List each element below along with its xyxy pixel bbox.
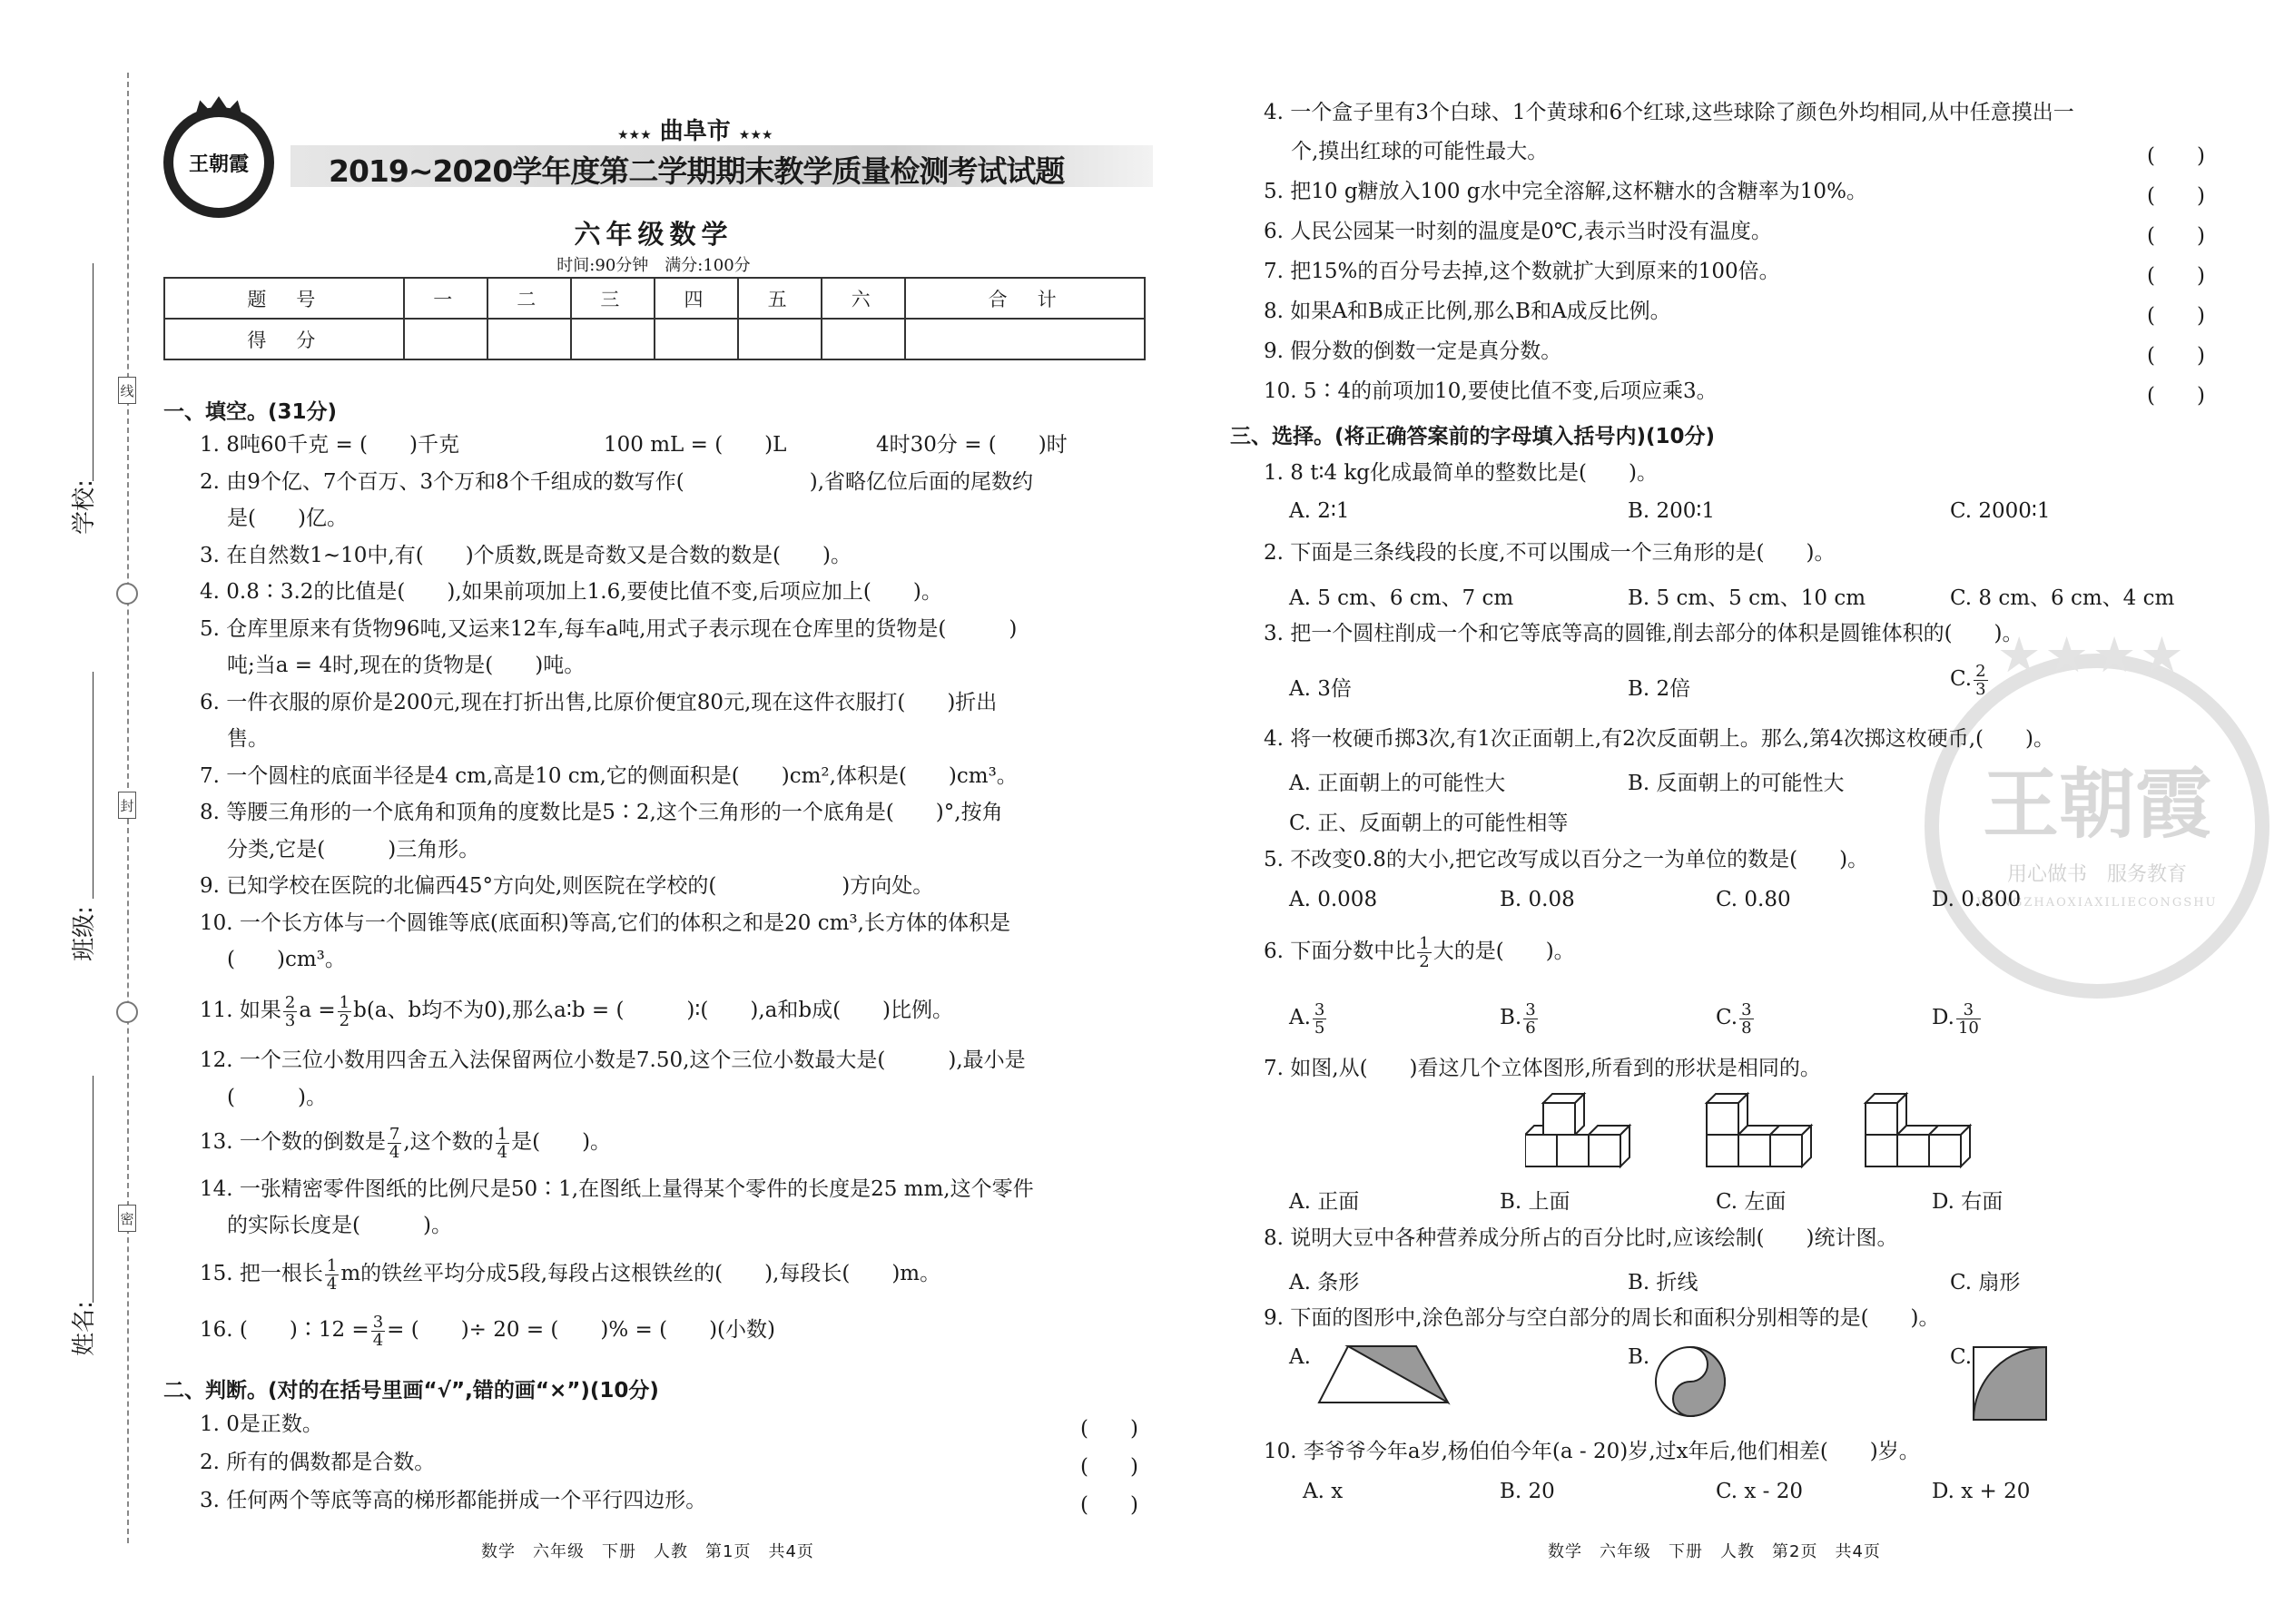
s3-q9: 9. 下面的图形中,涂色部分与空白部分的周长和面积分别相等的是( )。	[1264, 1306, 1940, 1330]
opt-letter: B.	[1500, 1006, 1522, 1029]
answer-paren[interactable]: ( )	[2147, 144, 2205, 168]
q15-post: m的铁丝平均分成5段,每段占这根铁丝的( ),每段长( )m。	[340, 1262, 941, 1285]
section-2-title: 二、判断。(对的在括号里画“√”,错的画“×”)(10分)	[163, 1379, 659, 1403]
fraction	[496, 1126, 509, 1161]
answer-paren[interactable]: ( )	[1080, 1417, 1138, 1441]
s2-q6: 6. 人民公园某一时刻的温度是0℃,表示当时没有温度。	[1264, 220, 1772, 243]
fraction	[1417, 935, 1431, 970]
s1-q5a: 5. 仓库里原来有货物96吨,又运来12车,每车a吨,用式子表示现在仓库里的货物是( )	[200, 617, 1018, 641]
q13-mid: ,这个数的	[403, 1130, 494, 1154]
denominator: 4	[497, 1142, 508, 1162]
q13-post: 是( )。	[511, 1130, 612, 1154]
s3-q1-optC: C. 2000∶1	[1950, 499, 2051, 523]
section-1-title: 一、填空。(31分)	[163, 400, 338, 424]
denominator: 6	[1525, 1018, 1536, 1038]
quarter-circle-figure	[1972, 1345, 2048, 1422]
exam-title: 2019~2020学年度第二学期期末教学质量检测考试试题	[329, 153, 1065, 189]
answer-paren[interactable]: ( )	[1080, 1493, 1138, 1517]
stars-left: ★★★	[617, 128, 652, 143]
denominator: 5	[1314, 1018, 1325, 1038]
q6-pre: 6. 下面分数中比	[1264, 940, 1416, 963]
s3-q9-optA: A.	[1289, 1345, 1311, 1369]
denominator: 2	[1419, 951, 1430, 971]
watermark-seal	[1925, 654, 2269, 999]
cell-1: 一	[404, 278, 487, 319]
numerator: 3	[1525, 999, 1536, 1019]
s3-q10-optB: B. 20	[1500, 1480, 1555, 1503]
s3-q1-optA: A. 2∶1	[1289, 499, 1350, 523]
class-line	[93, 672, 94, 899]
s3-q8-optB: B. 折线	[1628, 1271, 1698, 1294]
footer-right: 数学 六年级 下册 人教 第2页 共4页	[1548, 1542, 1881, 1561]
numerator: 1	[326, 1255, 338, 1275]
s2-q2: 2. 所有的偶数都是合数。	[200, 1451, 436, 1474]
fraction	[1974, 663, 1987, 698]
numerator: 1	[339, 992, 350, 1012]
fraction	[283, 994, 297, 1029]
s3-q7-optB: B. 上面	[1500, 1190, 1570, 1214]
watermark-slogan: 用心做书 服务教育	[2006, 862, 2187, 886]
score-table	[163, 277, 1146, 360]
cube-figure-1	[1525, 1094, 1629, 1166]
yinyang-figure	[1652, 1343, 1728, 1420]
s3-q6-optD	[1932, 997, 1983, 1038]
s1-q14b: 的实际长度是( )。	[227, 1214, 452, 1237]
fraction	[388, 1126, 401, 1161]
s3-q8-optC: C. 扇形	[1950, 1271, 2021, 1294]
q11-mid: a =	[299, 999, 336, 1022]
s3-q4-optB: B. 反面朝上的可能性大	[1628, 772, 1845, 795]
binding-box-xian: 线	[118, 377, 136, 404]
s3-q7-optA: A. 正面	[1289, 1190, 1360, 1214]
numerator: 3	[1741, 999, 1752, 1019]
cell-2: 二	[487, 278, 571, 319]
numerator: 1	[497, 1124, 508, 1144]
class-label: 班级:	[70, 906, 98, 961]
s3-q1-optB: B. 200∶1	[1628, 499, 1716, 523]
s1-q1c: 4时30分 = ( )时	[876, 433, 1068, 457]
denominator: 3	[1975, 679, 1986, 699]
s3-q6-optB	[1500, 997, 1540, 1038]
binding-circle-2	[116, 1001, 138, 1023]
s3-q7: 7. 如图,从( )看这几个立体图形,所看到的形状是相同的。	[1264, 1057, 1821, 1080]
fraction	[1313, 1001, 1326, 1037]
s1-q12b: ( )。	[227, 1086, 327, 1109]
watermark-stars-icon: ★★★★	[1997, 626, 2188, 684]
score-cell[interactable]	[738, 319, 822, 359]
numerator: 3	[1956, 1001, 1981, 1019]
name-line	[93, 1076, 94, 1303]
s2-q7: 7. 把15%的百分号去掉,这个数就扩大到原来的100倍。	[1264, 260, 1780, 283]
s3-q5-optD: D. 0.800	[1932, 888, 2022, 911]
score-header-row	[164, 278, 1145, 319]
q11-pre: 11. 如果	[200, 999, 281, 1022]
s3-q5-optA: A. 0.008	[1289, 888, 1378, 911]
cell-4: 四	[655, 278, 738, 319]
cube-figures	[1525, 1089, 1979, 1189]
score-cell[interactable]	[571, 319, 655, 359]
answer-paren[interactable]: ( )	[2147, 264, 2205, 288]
fraction	[1739, 1001, 1753, 1037]
opt-letter: C.	[1950, 667, 1973, 691]
denominator: 3	[284, 1010, 296, 1030]
s1-q8a: 8. 等腰三角形的一个底角和顶角的度数比是5∶2,这个三角形的一个底角是( )°,按角	[200, 801, 1003, 824]
city-line	[617, 113, 773, 146]
s1-q15	[200, 1253, 940, 1294]
q15-pre: 15. 把一根长	[200, 1262, 323, 1285]
s3-q10-optC: C. x - 20	[1716, 1480, 1804, 1503]
school-line	[93, 263, 94, 481]
s1-q2a: 2. 由9个亿、7个百万、3个万和8个千组成的数写作( ),省略亿位后面的尾数约	[200, 470, 1034, 494]
s1-q14a: 14. 一张精密零件图纸的比例尺是50∶1,在图纸上量得某个零件的长度是25 mm,这个零件	[200, 1177, 1034, 1201]
q13-pre: 13. 一个数的倒数是	[200, 1130, 386, 1154]
s3-q2-optA: A. 5 cm、6 cm、7 cm	[1289, 586, 1514, 610]
section-3-title: 三、选择。(将正确答案前的字母填入括号内)(10分)	[1230, 425, 1716, 448]
time-info: 时间:90分钟 满分:100分	[556, 256, 751, 275]
s3-q2-optC: C. 8 cm、6 cm、4 cm	[1950, 586, 2175, 610]
opt-letter: A.	[1289, 1006, 1311, 1029]
logo-crown-icon	[195, 96, 242, 116]
logo-badge	[163, 107, 274, 218]
s3-q9-optC: C.	[1950, 1345, 1973, 1369]
s1-q13	[200, 1121, 611, 1163]
denominator: 4	[372, 1330, 384, 1350]
s3-q2: 2. 下面是三条线段的长度,不可以围成一个三角形的是( )。	[1264, 541, 1836, 565]
score-row	[164, 319, 1145, 359]
s2-q4a: 4. 一个盒子里有3个白球、1个黄球和6个红球,这些球除了颜色外均相同,从中任意摸出一	[1264, 101, 2074, 124]
s1-q6b: 售。	[227, 727, 269, 751]
numerator: 3	[372, 1312, 384, 1332]
s3-q1: 1. 8 t∶4 kg化成最简单的整数比是( )。	[1264, 461, 1658, 485]
city-name: 曲阜市	[659, 118, 731, 145]
s3-q7-optD: D. 右面	[1932, 1190, 2004, 1214]
answer-paren[interactable]: ( )	[2147, 184, 2205, 208]
cell-total: 合 计	[905, 278, 1145, 319]
s3-q5-optB: B. 0.08	[1500, 888, 1575, 911]
cell-3: 三	[571, 278, 655, 319]
numerator: 3	[1314, 999, 1325, 1019]
logo-inner	[173, 117, 264, 208]
opt-letter: C.	[1716, 1006, 1738, 1029]
s1-q10b: ( )cm³。	[227, 948, 346, 971]
s3-q3-optC	[1950, 658, 1990, 700]
s2-q10: 10. 5∶4的前项加10,要使比值不变,后项应乘3。	[1264, 379, 1718, 403]
s3-q4: 4. 将一枚硬币掷3次,有1次正面朝上,有2次反面朝上。那么,第4次掷这枚硬币,( )。	[1264, 727, 2054, 751]
cube-figure-3	[1866, 1094, 1970, 1166]
subject-title: 六年级数学	[574, 219, 733, 250]
cell-5: 五	[738, 278, 822, 319]
answer-paren[interactable]: ( )	[2147, 224, 2205, 248]
footer-left: 数学 六年级 下册 人教 第1页 共4页	[481, 1542, 814, 1561]
cube-figure-2	[1707, 1094, 1811, 1166]
s1-q1a: 1. 8吨60千克 = ( )千克	[200, 433, 459, 457]
denominator: 4	[326, 1274, 338, 1294]
q16-post: = ( )÷ 20 = ( )% = ( )(小数)	[387, 1318, 775, 1342]
watermark-ring: WANGZHAOXIAXILIECONGSHU	[1976, 895, 2218, 910]
s3-q10: 10. 李爷爷今年a岁,杨伯伯今年(a - 20)岁,过x年后,他们相差( )岁。	[1264, 1440, 1920, 1463]
denominator: 4	[389, 1142, 400, 1162]
s3-q6-optC	[1716, 997, 1756, 1038]
s1-q10a: 10. 一个长方体与一个圆锥等底(底面积)等高,它们的体积之和是20 cm³,长方体的体积是	[200, 911, 1010, 935]
watermark-name: 王朝霞	[1982, 758, 2211, 849]
s2-q4b: 个,摸出红球的可能性最大。	[1291, 140, 1549, 163]
s1-q7: 7. 一个圆柱的底面半径是4 cm,高是10 cm,它的侧面积是( )cm²,体积是( )cm³。	[200, 764, 1018, 788]
s3-q10-optD: D. x + 20	[1932, 1480, 2031, 1503]
logo-text: 王朝霞	[188, 152, 249, 176]
s1-q5b: 吨;当a = 4时,现在的货物是( )吨。	[227, 654, 586, 677]
answer-paren[interactable]: ( )	[2147, 384, 2205, 408]
s3-q5: 5. 不改变0.8的大小,把它改写成以百分之一为单位的数是( )。	[1264, 848, 1869, 871]
s1-q3: 3. 在自然数1~10中,有( )个质数,既是奇数又是合数的数是( )。	[200, 544, 852, 567]
s2-q8: 8. 如果A和B成正比例,那么B和A成反比例。	[1264, 300, 1671, 323]
s3-q4-optC: C. 正、反面朝上的可能性相等	[1289, 812, 1569, 835]
score-label: 得 分	[164, 319, 404, 359]
s1-q11	[200, 989, 953, 1031]
q6-post: 大的是( )。	[1433, 940, 1575, 963]
fraction	[371, 1314, 385, 1349]
s1-q2b: 是( )亿。	[227, 507, 348, 530]
denominator: 10	[1957, 1018, 1979, 1038]
s3-q3: 3. 把一个圆柱削成一个和它等底等高的圆锥,削去部分的体积是圆锥体积的( )。	[1264, 622, 2023, 645]
score-cell[interactable]	[487, 319, 571, 359]
opt-letter: D.	[1932, 1006, 1954, 1029]
score-cell[interactable]	[655, 319, 738, 359]
score-cell[interactable]	[404, 319, 487, 359]
s1-q8b: 分类,它是( )三角形。	[227, 838, 480, 861]
s3-q3-optB: B. 2倍	[1628, 677, 1691, 701]
fraction	[1956, 1001, 1981, 1037]
cell-6: 六	[822, 278, 905, 319]
s1-q9: 9. 已知学校在医院的北偏西45°方向处,则医院在学校的( )方向处。	[200, 874, 934, 898]
s3-q2-optB: B. 5 cm、5 cm、10 cm	[1628, 586, 1866, 610]
s1-q1b: 100 mL = ( )L	[604, 433, 787, 457]
fraction	[338, 994, 351, 1029]
numerator: 2	[1975, 661, 1986, 681]
s2-q5: 5. 把10 g糖放入100 g水中完全溶解,这杯糖水的含糖率为10%。	[1264, 180, 1867, 203]
s3-q5-optC: C. 0.80	[1716, 888, 1791, 911]
s3-q4-optA: A. 正面朝上的可能性大	[1289, 772, 1506, 795]
answer-paren[interactable]: ( )	[2147, 344, 2205, 368]
s3-q7-optC: C. 左面	[1716, 1190, 1787, 1214]
q11-post: b(a、b均不为0),那么a∶b = ( )∶( ),a和b成( )比例。	[353, 999, 954, 1022]
s2-q1: 1. 0是正数。	[200, 1412, 323, 1436]
s3-q8: 8. 说明大豆中各种营养成分所占的百分比时,应该绘制( )统计图。	[1264, 1226, 1898, 1250]
s2-q9: 9. 假分数的倒数一定是真分数。	[1264, 340, 1562, 363]
school-label: 学校:	[70, 479, 98, 535]
s2-q3: 3. 任何两个等底等高的梯形都能拼成一个平行四边形。	[200, 1489, 707, 1512]
name-label: 姓名:	[70, 1301, 98, 1356]
s3-q9-optB: B.	[1628, 1345, 1650, 1369]
s3-q10-optA: A. x	[1303, 1480, 1344, 1503]
fraction	[1523, 1001, 1537, 1037]
s3-q6	[1264, 930, 1575, 972]
fraction	[325, 1257, 339, 1293]
stars-right: ★★★	[738, 128, 773, 143]
answer-paren[interactable]: ( )	[1080, 1455, 1138, 1479]
denominator: 8	[1741, 1018, 1752, 1038]
q16-pre: 16. ( )∶12 =	[200, 1318, 369, 1342]
s3-q3-optA: A. 3倍	[1289, 677, 1352, 701]
s1-q16	[200, 1309, 775, 1351]
trapezoid-figure	[1316, 1343, 1452, 1407]
s3-q8-optA: A. 条形	[1289, 1271, 1360, 1294]
s1-q12a: 12. 一个三位小数用四舍五入法保留两位小数是7.50,这个三位小数最大是( ),最小是	[200, 1048, 1026, 1072]
answer-paren[interactable]: ( )	[2147, 304, 2205, 328]
numerator: 1	[1419, 933, 1430, 953]
score-cell[interactable]	[905, 319, 1145, 359]
cell-label: 题 号	[164, 278, 404, 319]
numerator: 2	[284, 992, 296, 1012]
score-cell[interactable]	[822, 319, 905, 359]
s3-q6-optA	[1289, 997, 1328, 1038]
denominator: 2	[339, 1010, 350, 1030]
numerator: 7	[389, 1124, 400, 1144]
binding-circle-1	[116, 583, 138, 605]
binding-box-feng: 封	[118, 792, 136, 819]
s1-q4: 4. 0.8∶3.2的比值是( ),如果前项加上1.6,要使比值不变,后项应加上( )。	[200, 580, 942, 604]
s1-q6a: 6. 一件衣服的原价是200元,现在打折出售,比原价便宜80元,现在这件衣服打( )折出	[200, 691, 998, 714]
binding-box-mi: 密	[118, 1205, 136, 1232]
